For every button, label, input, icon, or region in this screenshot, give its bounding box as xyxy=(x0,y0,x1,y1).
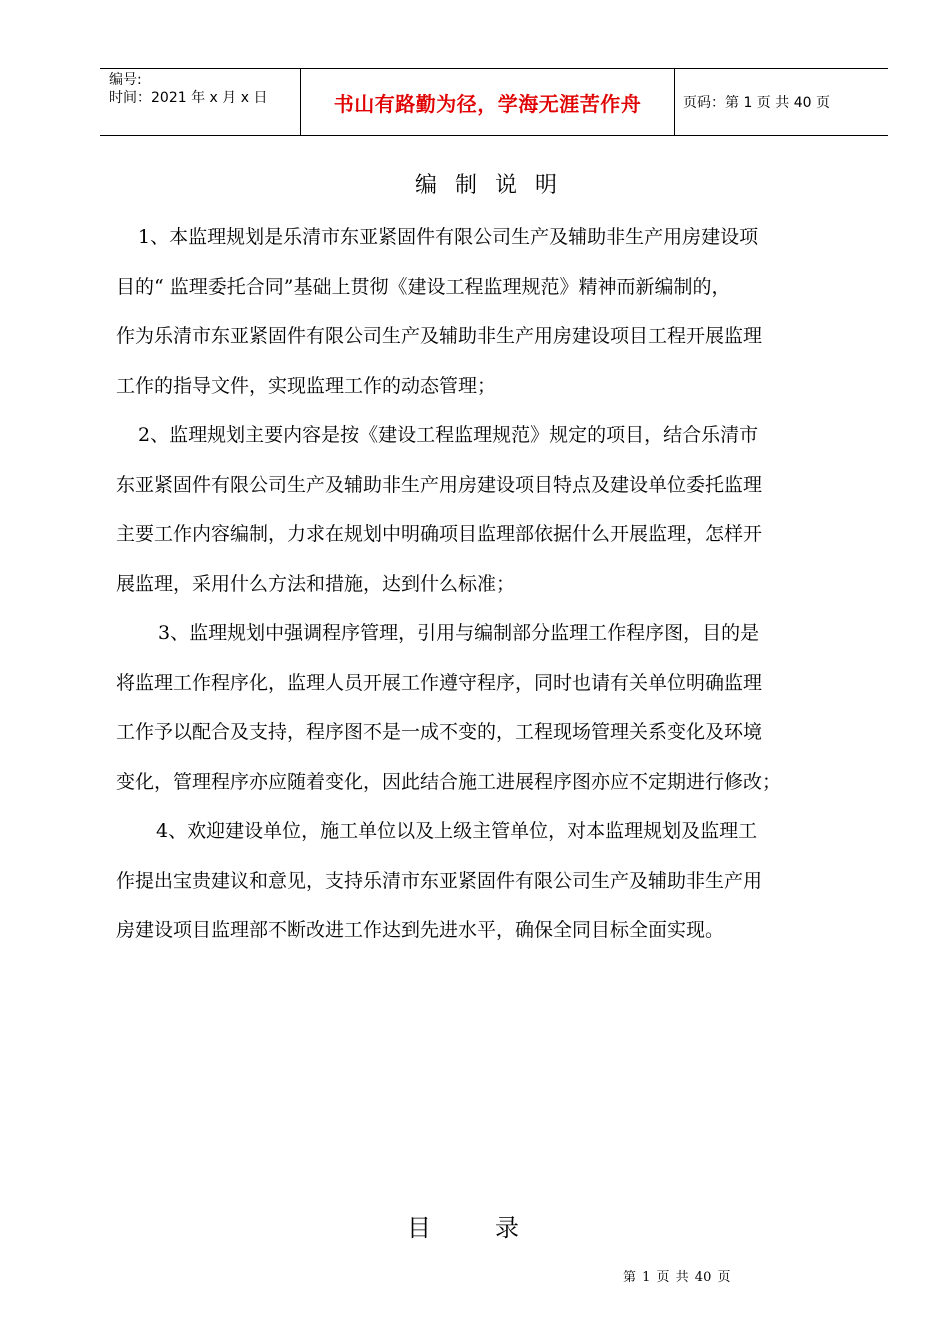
header-date-label: 时间：2021 年 x 月 x 日 xyxy=(109,90,268,106)
paragraph-3 xyxy=(116,609,886,807)
paragraph-1 xyxy=(116,213,886,411)
paragraph-line: 3、监理规划中强调程序管理，引用与编制部分监理工作程序图，目的是 xyxy=(158,622,760,644)
header-meta xyxy=(100,69,301,135)
paragraph-line: 将监理工作程序化，监理人员开展工作遵守程序，同时也请有关单位明确监理 xyxy=(116,671,763,694)
paragraph-line: 4、欢迎建设单位，施工单位以及上级主管单位，对本监理规划及监理工 xyxy=(156,820,758,842)
body-text xyxy=(116,213,886,956)
paragraph-line: 变化，管理程序亦应随着变化，因此结合施工进展程序图亦应不定期进行修改； xyxy=(116,770,782,793)
paragraph-line: 1、本监理规划是乐清市东亚紧固件有限公司生产及辅助非生产用房建设项 xyxy=(138,226,759,248)
page-header xyxy=(100,68,888,136)
paragraph-line: 东亚紧固件有限公司生产及辅助非生产用房建设项目特点及建设单位委托监理 xyxy=(116,473,763,496)
paragraph-line: 目的“ 监理委托合同”基础上贯彻《建设工程监理规范》精神而新编制的， xyxy=(116,275,731,298)
header-code-label: 编号: xyxy=(109,72,142,88)
page-footer: 第 1 页 共 40 页 xyxy=(623,1270,731,1285)
paragraph-line: 工作的指导文件，实现监理工作的动态管理； xyxy=(116,374,497,397)
header-motto: 书山有路勤为径，学海无涯苦作舟 xyxy=(301,69,675,135)
paragraph-line: 2、监理规划主要内容是按《建设工程监理规范》规定的项目，结合乐清市 xyxy=(138,424,759,446)
paragraph-2 xyxy=(116,411,886,609)
paragraph-line: 作提出宝贵建议和意见，支持乐清市东亚紧固件有限公司生产及辅助非生产用 xyxy=(116,869,763,892)
header-page-label: 页码：第 1 页 共 40 页 xyxy=(683,95,830,111)
paragraph-line: 工作予以配合及支持，程序图不是一成不变的，工程现场管理关系变化及环境 xyxy=(116,721,763,743)
paragraph-line: 作为乐清市东亚紧固件有限公司生产及辅助非生产用房建设项目工程开展监理 xyxy=(116,325,763,347)
paragraph-4 xyxy=(116,807,886,956)
paragraph-line: 展监理，采用什么方法和措施，达到什么标准； xyxy=(116,572,516,595)
toc-title: 目录 xyxy=(407,1214,583,1242)
paragraph-line: 房建设项目监理部不断改进工作达到先进水平，确保全同目标全面实现。 xyxy=(116,919,725,941)
section-title: 编制说明 xyxy=(414,173,575,198)
paragraph-line: 主要工作内容编制，力求在规划中明确项目监理部依据什么开展监理，怎样开 xyxy=(116,523,763,545)
